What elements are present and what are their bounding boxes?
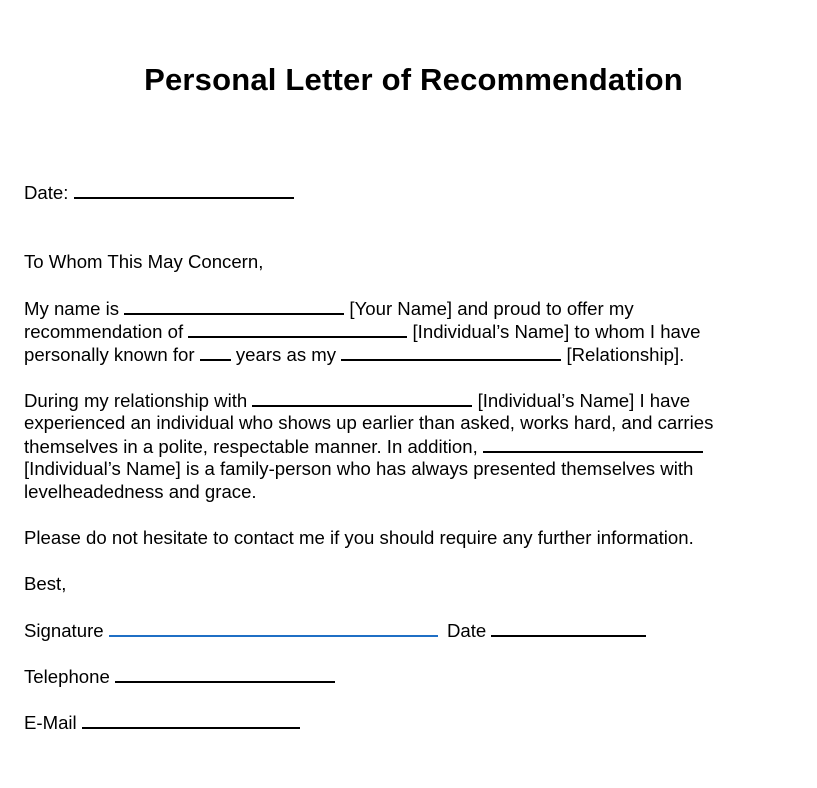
closing: Best, bbox=[24, 573, 67, 594]
signature-field[interactable] bbox=[109, 618, 438, 637]
text-segment: years as my bbox=[235, 344, 337, 365]
paragraph-1-line-1 bbox=[24, 296, 634, 320]
telephone-label: Telephone bbox=[24, 666, 110, 687]
text-segment: [Your Name] and proud to offer my bbox=[349, 298, 634, 319]
email-field[interactable] bbox=[82, 710, 300, 729]
text-segment: [Individual’s Name] I have bbox=[477, 390, 691, 411]
email-line bbox=[24, 710, 300, 734]
date-field[interactable] bbox=[74, 180, 294, 199]
text-segment: My name is bbox=[24, 298, 120, 319]
paragraph-3: Please do not hesitate to contact me if you should require any further information. bbox=[24, 527, 694, 548]
signature-line bbox=[24, 618, 646, 642]
telephone-field[interactable] bbox=[115, 664, 335, 683]
text-segment: themselves in a polite, respectable manner. In addition, bbox=[24, 436, 478, 457]
date-label: Date: bbox=[24, 182, 69, 203]
relationship-field[interactable] bbox=[341, 342, 561, 361]
your-name-field[interactable] bbox=[124, 296, 344, 315]
text-segment: personally known for bbox=[24, 344, 195, 365]
paragraph-1-line-3 bbox=[24, 342, 684, 366]
individual-name-field[interactable] bbox=[252, 388, 472, 407]
email-label: E-Mail bbox=[24, 712, 77, 733]
text-segment: recommendation of bbox=[24, 321, 184, 342]
salutation: To Whom This May Concern, bbox=[24, 251, 264, 272]
text-segment: [Relationship]. bbox=[566, 344, 685, 365]
paragraph-1-line-2 bbox=[24, 319, 701, 343]
text-segment: During my relationship with bbox=[24, 390, 248, 411]
date-line bbox=[24, 180, 294, 204]
signature-label: Signature bbox=[24, 620, 104, 641]
individual-name-field[interactable] bbox=[188, 319, 407, 338]
paragraph-2-line-2: experienced an individual who shows up earlier than asked, works hard, and carries bbox=[24, 412, 714, 433]
paragraph-2-line-3 bbox=[24, 434, 703, 458]
paragraph-2-line-5: levelheadedness and grace. bbox=[24, 481, 257, 502]
telephone-line bbox=[24, 664, 335, 688]
signature-date-field[interactable] bbox=[491, 618, 646, 637]
years-field[interactable] bbox=[200, 342, 231, 361]
text-segment: [Individual’s Name] to whom I have bbox=[412, 321, 701, 342]
signature-date-label: Date bbox=[446, 620, 487, 641]
individual-name-field[interactable] bbox=[483, 434, 703, 453]
paragraph-2-line-1 bbox=[24, 388, 690, 412]
paragraph-2-line-4: [Individual’s Name] is a family-person who has always presented themselves with bbox=[24, 458, 694, 479]
page-title: Personal Letter of Recommendation bbox=[144, 62, 683, 97]
